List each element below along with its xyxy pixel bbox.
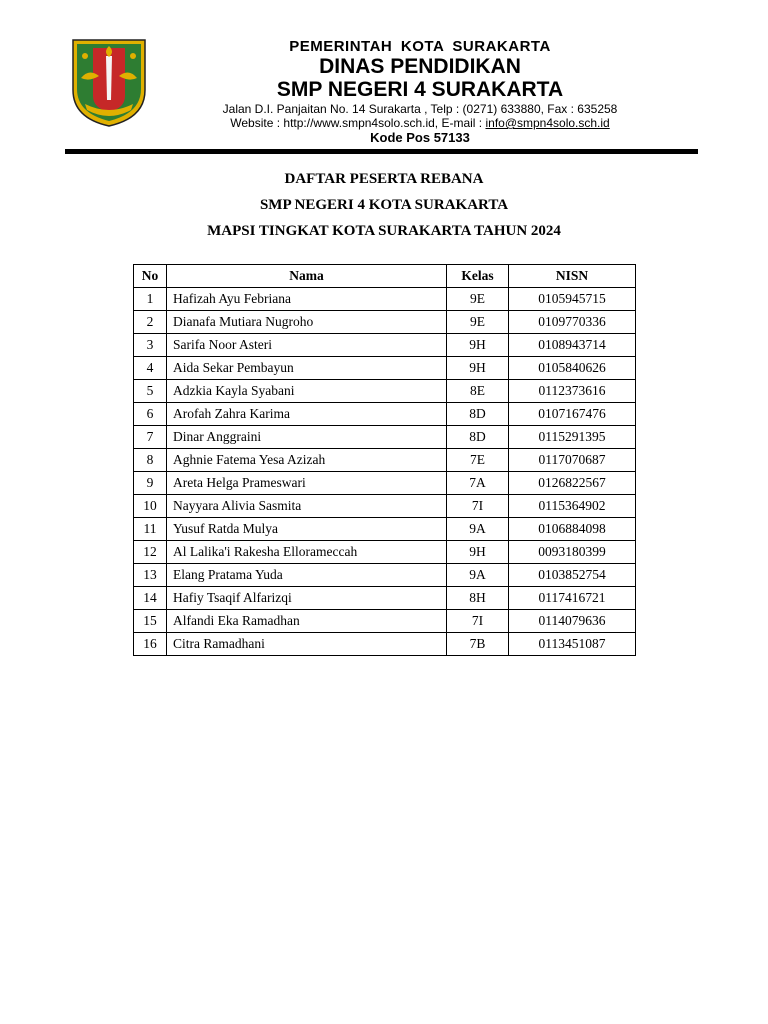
column-header-no: No [134, 265, 167, 288]
student-nisn: 0112373616 [509, 380, 636, 403]
student-nisn: 0117070687 [509, 449, 636, 472]
student-name: Nayyara Alivia Sasmita [167, 495, 447, 518]
column-header-nama: Nama [167, 265, 447, 288]
student-nisn: 0114079636 [509, 610, 636, 633]
table-row [134, 357, 636, 380]
document-titles [0, 169, 768, 247]
student-class: 9H [447, 357, 509, 380]
student-class: 7E [447, 449, 509, 472]
table-row [134, 587, 636, 610]
student-name: Yusuf Ratda Mulya [167, 518, 447, 541]
student-class: 8D [447, 426, 509, 449]
student-name: Al Lalika'i Rakesha Ellorameccah [167, 541, 447, 564]
student-nisn: 0108943714 [509, 334, 636, 357]
participant-table [133, 264, 636, 656]
student-class: 8D [447, 403, 509, 426]
email-link[interactable]: info@smpn4solo.sch.id [485, 116, 610, 130]
student-name: Elang Pratama Yuda [167, 564, 447, 587]
student-name: Areta Helga Prameswari [167, 472, 447, 495]
letterhead-agency: DINAS PENDIDIKAN [319, 55, 521, 78]
student-name: Dianafa Mutiara Nugroho [167, 311, 447, 334]
row-number: 12 [134, 541, 167, 564]
city-emblem-logo [71, 38, 147, 128]
student-nisn: 0115364902 [509, 495, 636, 518]
table-row [134, 403, 636, 426]
row-number: 3 [134, 334, 167, 357]
student-class: 7I [447, 495, 509, 518]
student-class: 8E [447, 380, 509, 403]
student-name: Alfandi Eka Ramadhan [167, 610, 447, 633]
emblem-star-left [82, 53, 88, 59]
student-class: 9E [447, 288, 509, 311]
column-header-kelas: Kelas [447, 265, 509, 288]
row-number: 14 [134, 587, 167, 610]
letterhead-contact [150, 116, 690, 130]
document-subtitle-school: SMP NEGERI 4 KOTA SURAKARTA [259, 197, 509, 213]
table-row [134, 564, 636, 587]
student-class: 7B [447, 633, 509, 656]
student-class: 9A [447, 564, 509, 587]
letterhead-website: Website : http://www.smpn4solo.sch.id, E-mail : [230, 116, 486, 130]
letterhead [150, 38, 690, 146]
student-name: Sarifa Noor Asteri [167, 334, 447, 357]
student-nisn: 0113451087 [509, 633, 636, 656]
row-number: 16 [134, 633, 167, 656]
student-nisn: 0109770336 [509, 311, 636, 334]
row-number: 4 [134, 357, 167, 380]
row-number: 6 [134, 403, 167, 426]
student-nisn: 0103852754 [509, 564, 636, 587]
letterhead-school: SMP NEGERI 4 SURAKARTA [276, 78, 564, 101]
student-class: 9A [447, 518, 509, 541]
table-row [134, 610, 636, 633]
student-nisn: 0126822567 [509, 472, 636, 495]
student-name: Hafiy Tsaqif Alfarizqi [167, 587, 447, 610]
column-header-nisn: NISN [509, 265, 636, 288]
row-number: 5 [134, 380, 167, 403]
table-row [134, 495, 636, 518]
document-title: DAFTAR PESERTA REBANA [284, 171, 484, 187]
student-class: 9H [447, 334, 509, 357]
letterhead-divider [65, 149, 698, 154]
student-nisn: 0105840626 [509, 357, 636, 380]
student-class: 7I [447, 610, 509, 633]
row-number: 10 [134, 495, 167, 518]
row-number: 8 [134, 449, 167, 472]
student-name: Adzkia Kayla Syabani [167, 380, 447, 403]
student-name: Dinar Anggraini [167, 426, 447, 449]
row-number: 2 [134, 311, 167, 334]
table-row [134, 311, 636, 334]
student-nisn: 0117416721 [509, 587, 636, 610]
table-row [134, 449, 636, 472]
student-nisn: 0093180399 [509, 541, 636, 564]
row-number: 9 [134, 472, 167, 495]
row-number: 15 [134, 610, 167, 633]
student-name: Citra Ramadhani [167, 633, 447, 656]
table-header-row [134, 265, 636, 288]
student-class: 9E [447, 311, 509, 334]
letterhead-postal-code: Kode Pos 57133 [370, 130, 470, 145]
table-row [134, 541, 636, 564]
student-nisn: 0107167476 [509, 403, 636, 426]
row-number: 7 [134, 426, 167, 449]
student-class: 9H [447, 541, 509, 564]
student-name: Hafizah Ayu Febriana [167, 288, 447, 311]
student-class: 8H [447, 587, 509, 610]
row-number: 11 [134, 518, 167, 541]
letterhead-government: PEMERINTAH KOTA SURAKARTA [289, 38, 551, 55]
letterhead-address: Jalan D.I. Panjaitan No. 14 Surakarta , Telp : (0271) 633880, Fax : 635258 [222, 102, 618, 116]
student-nisn: 0106884098 [509, 518, 636, 541]
table-row [134, 472, 636, 495]
table-row [134, 518, 636, 541]
table-row [134, 426, 636, 449]
table-row [134, 380, 636, 403]
student-nisn: 0115291395 [509, 426, 636, 449]
emblem-star-right [130, 53, 136, 59]
table-row [134, 334, 636, 357]
table-row [134, 633, 636, 656]
student-name: Aghnie Fatema Yesa Azizah [167, 449, 447, 472]
student-class: 7A [447, 472, 509, 495]
row-number: 13 [134, 564, 167, 587]
document-subtitle-event: MAPSI TINGKAT KOTA SURAKARTA TAHUN 2024 [207, 223, 561, 239]
emblem-pillar [106, 56, 112, 100]
student-name: Aida Sekar Pembayun [167, 357, 447, 380]
row-number: 1 [134, 288, 167, 311]
student-nisn: 0105945715 [509, 288, 636, 311]
student-name: Arofah Zahra Karima [167, 403, 447, 426]
table-row [134, 288, 636, 311]
